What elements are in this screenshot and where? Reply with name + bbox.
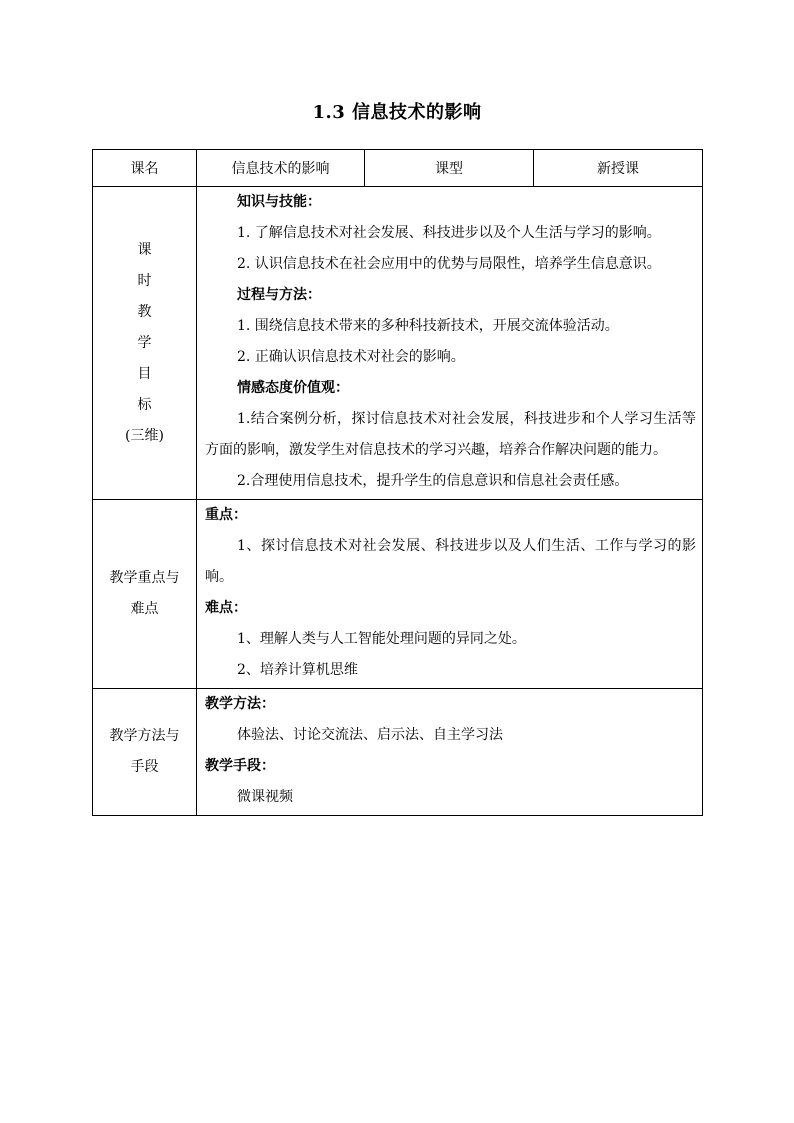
key-points-label <box>93 500 197 689</box>
key-points-content <box>197 500 703 689</box>
difficult-item: 1、理解人类与人工智能处理问题的异同之处。 <box>237 631 526 647</box>
objectives-content <box>197 187 703 500</box>
difficult-heading: 难点： <box>205 600 247 616</box>
key-points-row <box>93 500 703 689</box>
objectives-row <box>93 187 703 500</box>
course-type-value: 新授课 <box>534 150 703 187</box>
objectives-label-char: 时 <box>137 272 152 289</box>
methods-label <box>93 689 197 816</box>
methods-row <box>93 689 703 816</box>
process-item: 2. 正确认识信息技术对社会的影响。 <box>237 349 465 365</box>
objectives-label-char: 标 <box>137 396 152 413</box>
objectives-label-char: 教 <box>137 303 152 320</box>
header-row <box>93 150 703 187</box>
method-value: 体验法、讨论交流法、启示法、自主学习法 <box>237 727 503 743</box>
knowledge-item: 2. 认识信息技术在社会应用中的优势与局限性，培养学生信息意识。 <box>237 256 661 272</box>
knowledge-item: 1. 了解信息技术对社会发展、科技进步以及个人生活与学习的影响。 <box>237 225 661 241</box>
process-heading: 过程与方法： <box>237 287 321 303</box>
objectives-label-char: 目 <box>137 365 152 382</box>
objectives-label-char: 学 <box>137 334 152 351</box>
key-heading: 重点： <box>205 507 247 523</box>
course-name-value: 信息技术的影响 <box>197 150 365 187</box>
lesson-plan-table <box>92 149 703 816</box>
emotion-item: 2.合理使用信息技术，提升学生的信息意识和信息社会责任感。 <box>237 473 629 489</box>
key-points-label-line: 教学重点与 <box>109 570 180 586</box>
means-heading: 教学手段： <box>205 758 275 774</box>
methods-label-line: 教学方法与 <box>109 728 180 744</box>
objectives-label-char: (三维) <box>125 427 164 444</box>
key-item: 1、探讨信息技术对社会发展、科技进步以及人们生活、工作与学习的影响。 <box>205 538 696 585</box>
course-name-label: 课名 <box>93 150 197 187</box>
difficult-item: 2、培养计算机思维 <box>237 662 358 678</box>
course-type-label: 课型 <box>365 150 534 187</box>
process-item: 1. 围绕信息技术带来的多种科技新技术，开展交流体验活动。 <box>237 318 619 334</box>
page-title: 1.3 信息技术的影响 <box>312 102 482 123</box>
knowledge-heading: 知识与技能： <box>237 194 321 210</box>
key-points-label-line: 难点 <box>130 601 159 617</box>
objectives-label-char: 课 <box>137 241 152 258</box>
emotion-heading: 情感态度价值观： <box>237 380 349 396</box>
methods-content <box>197 689 703 816</box>
methods-label-line: 手段 <box>130 759 159 775</box>
emotion-item: 1.结合案例分析，探讨信息技术对社会发展，科技进步和个人学习生活等方面的影响，激发学生对信息技术的学习兴趣，培养合作解决问题的能力。 <box>205 411 696 458</box>
method-heading: 教学方法： <box>205 696 275 712</box>
means-value: 微课视频 <box>237 789 293 805</box>
objectives-label <box>93 187 197 500</box>
